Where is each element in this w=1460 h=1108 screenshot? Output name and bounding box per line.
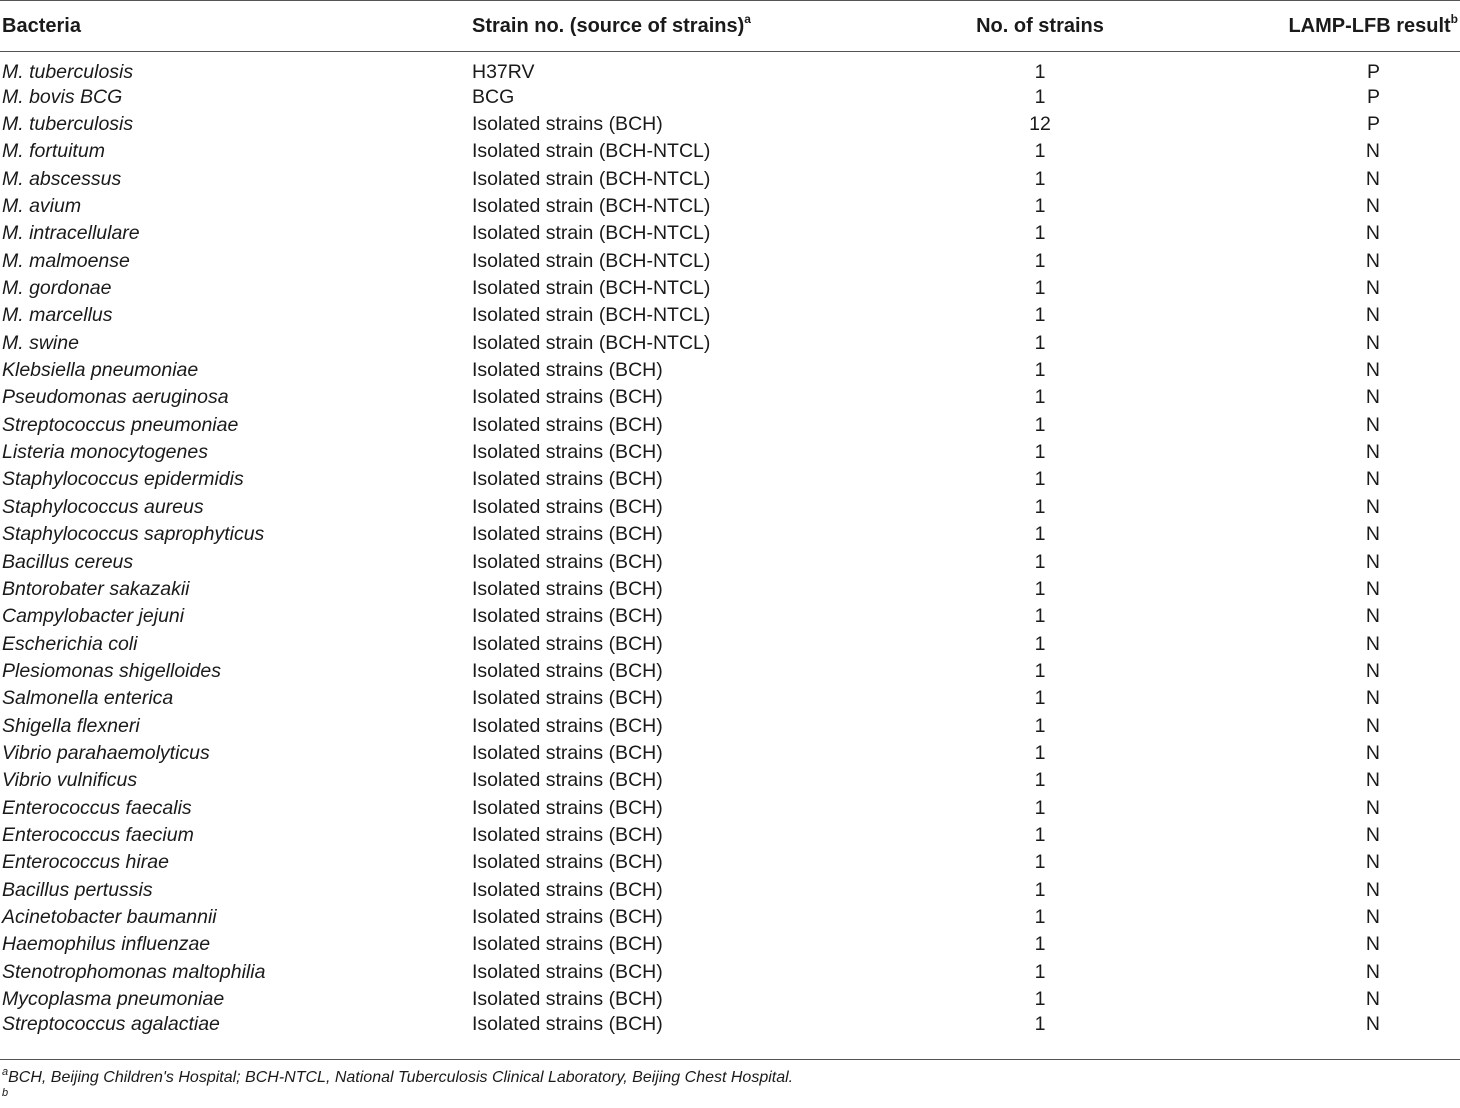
cell-count: 1 bbox=[1034, 577, 1046, 600]
cell-result: N bbox=[1365, 495, 1380, 518]
cell-strain: Isolated strains (BCH) bbox=[472, 577, 663, 600]
cell-result: N bbox=[1365, 386, 1380, 409]
cell-bacteria: Escherichia coli bbox=[2, 632, 138, 655]
table-row bbox=[0, 192, 1460, 219]
table-row bbox=[0, 165, 1460, 192]
table-row bbox=[0, 849, 1460, 876]
cell-count: 1 bbox=[1034, 741, 1046, 764]
cell-bacteria: Listeria monocytogenes bbox=[2, 441, 208, 464]
cell-bacteria: Vibrio parahaemolyticus bbox=[2, 741, 210, 764]
footnote-b-marker: b bbox=[2, 1087, 9, 1099]
table-row bbox=[0, 985, 1460, 1012]
cell-bacteria: M. bovis BCG bbox=[2, 85, 123, 108]
cell-bacteria: Enterococcus faecalis bbox=[2, 796, 192, 819]
cell-bacteria: Enterococcus faecium bbox=[2, 823, 194, 846]
cell-strain: Isolated strains (BCH) bbox=[472, 413, 663, 436]
header-bacteria bbox=[0, 1, 470, 52]
cell-bacteria: Mycoplasma pneumoniae bbox=[2, 988, 225, 1011]
cell-result: N bbox=[1365, 741, 1380, 764]
cell-strain: Isolated strains (BCH) bbox=[472, 523, 663, 546]
table-row bbox=[0, 630, 1460, 657]
cell-count: 1 bbox=[1034, 823, 1046, 846]
cell-result: N bbox=[1365, 140, 1380, 163]
cell-count: 1 bbox=[1034, 796, 1046, 819]
cell-result: N bbox=[1365, 441, 1380, 464]
cell-count: 1 bbox=[1034, 687, 1046, 710]
cell-count: 1 bbox=[1034, 468, 1046, 491]
cell-bacteria: Bacillus cereus bbox=[2, 550, 134, 573]
table-row bbox=[0, 548, 1460, 575]
cell-result: N bbox=[1365, 632, 1380, 655]
header-result-label: LAMP-LFB result bbox=[1288, 14, 1451, 37]
cell-strain: Isolated strain (BCH-NTCL) bbox=[472, 331, 711, 354]
cell-strain: Isolated strains (BCH) bbox=[472, 905, 663, 928]
cell-strain: Isolated strains (BCH) bbox=[472, 714, 663, 737]
cell-bacteria: Enterococcus hirae bbox=[2, 851, 169, 874]
header-strain bbox=[470, 1, 940, 52]
cell-strain: Isolated strains (BCH) bbox=[472, 988, 663, 1011]
table-body bbox=[0, 52, 1460, 1043]
cell-result: N bbox=[1365, 851, 1380, 874]
table-row bbox=[0, 521, 1460, 548]
cell-strain: Isolated strain (BCH-NTCL) bbox=[472, 277, 711, 300]
cell-count: 1 bbox=[1034, 441, 1046, 464]
cell-result: P bbox=[1366, 113, 1380, 136]
footnote-a bbox=[2, 1066, 794, 1087]
cell-bacteria: Staphylococcus epidermidis bbox=[2, 468, 244, 491]
cell-count: 1 bbox=[1034, 167, 1046, 190]
cell-result: N bbox=[1365, 249, 1380, 272]
cell-bacteria: M. gordonae bbox=[2, 277, 112, 300]
cell-strain: Isolated strains (BCH) bbox=[472, 741, 663, 764]
cell-result: N bbox=[1365, 577, 1380, 600]
cell-bacteria: Campylobacter jejuni bbox=[2, 605, 185, 628]
cell-strain: Isolated strains (BCH) bbox=[472, 441, 663, 464]
cell-result: N bbox=[1365, 359, 1380, 382]
cell-result: N bbox=[1365, 933, 1380, 956]
footnote-marker-a: a bbox=[744, 11, 751, 26]
cell-result: N bbox=[1365, 222, 1380, 245]
cell-strain: Isolated strain (BCH-NTCL) bbox=[472, 195, 711, 218]
cell-bacteria: Haemophilus influenzae bbox=[2, 933, 211, 956]
table-row bbox=[0, 493, 1460, 520]
cell-bacteria: Salmonella enterica bbox=[2, 687, 174, 710]
table-row bbox=[0, 739, 1460, 766]
cell-result: N bbox=[1365, 878, 1380, 901]
cell-strain: Isolated strains (BCH) bbox=[472, 851, 663, 874]
cell-result: N bbox=[1365, 277, 1380, 300]
cell-bacteria: Staphylococcus saprophyticus bbox=[2, 523, 265, 546]
cell-bacteria: Stenotrophomonas maltophilia bbox=[2, 960, 266, 983]
footnote-marker-b: b bbox=[1450, 11, 1458, 26]
cell-strain: Isolated strains (BCH) bbox=[472, 468, 663, 491]
cell-bacteria: Bacillus pertussis bbox=[2, 878, 153, 901]
cell-strain: Isolated strains (BCH) bbox=[472, 605, 663, 628]
cell-result: P bbox=[1366, 61, 1380, 83]
cell-bacteria: Streptococcus pneumoniae bbox=[2, 413, 239, 436]
cell-count: 1 bbox=[1034, 988, 1046, 1011]
cell-strain: Isolated strains (BCH) bbox=[472, 933, 663, 956]
table-row bbox=[0, 384, 1460, 411]
cell-bacteria: M. swine bbox=[2, 331, 79, 354]
cell-strain: Isolated strains (BCH) bbox=[472, 823, 663, 846]
table-row bbox=[0, 958, 1460, 985]
cell-strain: Isolated strains (BCH) bbox=[472, 386, 663, 409]
cell-bacteria: Shigella flexneri bbox=[2, 714, 140, 737]
table-row bbox=[0, 356, 1460, 383]
cell-result: N bbox=[1365, 523, 1380, 546]
cell-count: 1 bbox=[1034, 714, 1046, 737]
cell-result: P bbox=[1366, 85, 1380, 108]
cell-strain: Isolated strains (BCH) bbox=[472, 495, 663, 518]
table-row bbox=[0, 438, 1460, 465]
cell-count: 1 bbox=[1034, 523, 1046, 546]
cell-count: 1 bbox=[1034, 140, 1046, 163]
cell-bacteria: Klebsiella pneumoniae bbox=[2, 359, 199, 382]
cell-bacteria: M. intracellulare bbox=[2, 222, 140, 245]
header-count-label: No. of strains bbox=[976, 14, 1104, 37]
cell-strain: Isolated strains (BCH) bbox=[472, 960, 663, 983]
cell-bacteria: M. marcellus bbox=[2, 304, 113, 327]
cell-bacteria: Acinetobacter baumannii bbox=[2, 905, 217, 928]
cell-strain: Isolated strain (BCH-NTCL) bbox=[472, 249, 711, 272]
table-row bbox=[0, 110, 1460, 137]
table-row bbox=[0, 876, 1460, 903]
cell-count: 1 bbox=[1034, 605, 1046, 628]
cell-result: N bbox=[1365, 988, 1380, 1011]
table-row bbox=[0, 274, 1460, 301]
table-row bbox=[0, 603, 1460, 630]
cell-result: N bbox=[1365, 960, 1380, 983]
table-row bbox=[0, 411, 1460, 438]
cell-strain: Isolated strains (BCH) bbox=[472, 550, 663, 573]
cell-result: N bbox=[1365, 468, 1380, 491]
header-result bbox=[1140, 1, 1460, 52]
cell-result: N bbox=[1365, 796, 1380, 819]
cell-count: 1 bbox=[1034, 659, 1046, 682]
cell-result: N bbox=[1365, 304, 1380, 327]
table-row bbox=[0, 794, 1460, 821]
cell-strain: H37RV bbox=[472, 61, 535, 83]
cell-strain: Isolated strains (BCH) bbox=[472, 1012, 663, 1035]
cell-count: 1 bbox=[1034, 331, 1046, 354]
table-row bbox=[0, 1013, 1460, 1043]
cell-bacteria: Bntorobater sakazakii bbox=[2, 577, 190, 600]
cell-result: N bbox=[1365, 823, 1380, 846]
footer-rule bbox=[0, 1059, 1460, 1060]
table-row bbox=[0, 247, 1460, 274]
cell-bacteria: Vibrio vulnificus bbox=[2, 769, 138, 792]
cell-strain: Isolated strains (BCH) bbox=[472, 687, 663, 710]
cell-count: 1 bbox=[1034, 878, 1046, 901]
cell-strain: BCG bbox=[472, 85, 515, 108]
cell-strain: Isolated strains (BCH) bbox=[472, 659, 663, 682]
cell-result: N bbox=[1365, 687, 1380, 710]
cell-bacteria: M. fortuitum bbox=[2, 140, 105, 163]
cell-count: 1 bbox=[1034, 222, 1046, 245]
cell-bacteria: M. tuberculosis bbox=[2, 61, 134, 83]
cell-result: N bbox=[1365, 769, 1380, 792]
cell-count: 1 bbox=[1034, 851, 1046, 874]
header-bacteria-label: Bacteria bbox=[2, 14, 81, 37]
table-row bbox=[0, 52, 1460, 84]
table-row bbox=[0, 220, 1460, 247]
cell-count: 1 bbox=[1034, 1012, 1046, 1035]
cell-count: 1 bbox=[1034, 495, 1046, 518]
cell-result: N bbox=[1365, 1012, 1380, 1035]
cell-count: 12 bbox=[1029, 113, 1051, 136]
cell-bacteria: Pseudomonas aeruginosa bbox=[2, 386, 229, 409]
header-row bbox=[0, 1, 1460, 52]
cell-strain: Isolated strain (BCH-NTCL) bbox=[472, 167, 711, 190]
table-row bbox=[0, 821, 1460, 848]
cell-result: N bbox=[1365, 659, 1380, 682]
cell-result: N bbox=[1365, 605, 1380, 628]
table-row bbox=[0, 657, 1460, 684]
cell-strain: Isolated strain (BCH-NTCL) bbox=[472, 222, 711, 245]
cell-bacteria: Streptococcus agalactiae bbox=[2, 1012, 220, 1035]
cell-result: N bbox=[1365, 714, 1380, 737]
cell-count: 1 bbox=[1034, 550, 1046, 573]
table-row bbox=[0, 712, 1460, 739]
cell-bacteria: M. abscessus bbox=[2, 167, 122, 190]
cell-strain: Isolated strain (BCH-NTCL) bbox=[472, 140, 711, 163]
cell-count: 1 bbox=[1034, 933, 1046, 956]
cell-count: 1 bbox=[1034, 960, 1046, 983]
cell-count: 1 bbox=[1034, 85, 1046, 108]
cell-result: N bbox=[1365, 905, 1380, 928]
cell-strain: Isolated strains (BCH) bbox=[472, 632, 663, 655]
table-row bbox=[0, 685, 1460, 712]
cell-count: 1 bbox=[1034, 61, 1046, 83]
footnote-a-marker: a bbox=[2, 1066, 9, 1078]
cell-bacteria: M. malmoense bbox=[2, 249, 130, 272]
header-count bbox=[940, 1, 1140, 52]
table-row bbox=[0, 138, 1460, 165]
cell-bacteria: Staphylococcus aureus bbox=[2, 495, 204, 518]
cell-count: 1 bbox=[1034, 359, 1046, 382]
cell-result: N bbox=[1365, 550, 1380, 573]
table-row bbox=[0, 329, 1460, 356]
table-row bbox=[0, 83, 1460, 110]
table-row bbox=[0, 302, 1460, 329]
footnote-b bbox=[2, 1087, 9, 1108]
cell-count: 1 bbox=[1034, 413, 1046, 436]
cell-strain: Isolated strains (BCH) bbox=[472, 769, 663, 792]
cell-result: N bbox=[1365, 195, 1380, 218]
cell-count: 1 bbox=[1034, 386, 1046, 409]
cell-result: N bbox=[1365, 331, 1380, 354]
cell-count: 1 bbox=[1034, 769, 1046, 792]
cell-strain: Isolated strains (BCH) bbox=[472, 359, 663, 382]
cell-result: N bbox=[1365, 413, 1380, 436]
cell-bacteria: M. avium bbox=[2, 195, 82, 218]
cell-count: 1 bbox=[1034, 195, 1046, 218]
cell-strain: Isolated strains (BCH) bbox=[472, 113, 663, 136]
cell-result: N bbox=[1365, 167, 1380, 190]
cell-strain: Isolated strains (BCH) bbox=[472, 878, 663, 901]
table-row bbox=[0, 903, 1460, 930]
cell-count: 1 bbox=[1034, 905, 1046, 928]
cell-count: 1 bbox=[1034, 249, 1046, 272]
cell-bacteria: M. tuberculosis bbox=[2, 113, 134, 136]
table-row bbox=[0, 575, 1460, 602]
footnote-a-text: BCH, Beijing Children's Hospital; BCH-NTCL, National Tuberculosis Clinical Laboratory, Beijing Chest Hospital. bbox=[8, 1069, 794, 1086]
cell-bacteria: Plesiomonas shigelloides bbox=[2, 659, 221, 682]
table-row bbox=[0, 466, 1460, 493]
cell-count: 1 bbox=[1034, 632, 1046, 655]
cell-strain: Isolated strains (BCH) bbox=[472, 796, 663, 819]
cell-count: 1 bbox=[1034, 304, 1046, 327]
table-row bbox=[0, 931, 1460, 958]
cell-count: 1 bbox=[1034, 277, 1046, 300]
header-strain-label: Strain no. (source of strains) bbox=[472, 14, 745, 37]
table-row bbox=[0, 767, 1460, 794]
cell-strain: Isolated strain (BCH-NTCL) bbox=[472, 304, 711, 327]
